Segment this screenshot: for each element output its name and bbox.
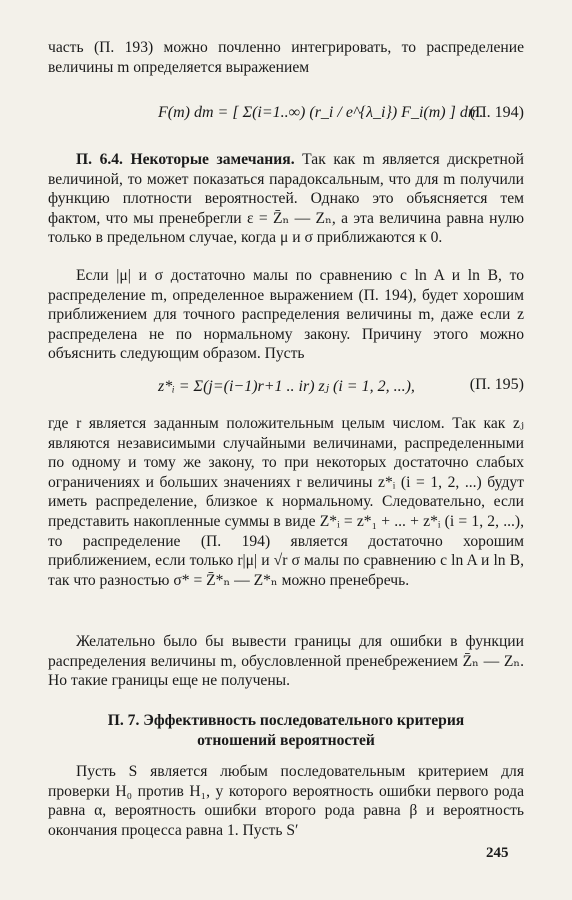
paragraph-2-part-1 — [48, 266, 524, 364]
top-paragraph-text: часть (П. 193) можно почленно интегрировать, то распределение величины m определяется выражением — [48, 39, 524, 76]
section-6-4-paragraph — [48, 150, 524, 248]
paragraph-3-text: Желательно было бы вывести границы для ошибки в функции распределения величины m, обусловленной пренебрежением Z̄ₙ — Zₙ. Но такие границы еще не получены. — [48, 633, 524, 690]
equation-p195-formula: z*ᵢ = Σ(j=(i−1)r+1 .. ir) zⱼ (i = 1, 2, ...), — [158, 378, 415, 395]
section-7-title-line-1: П. 7. Эффективность последовательного критерия — [107, 712, 465, 729]
paragraph-4 — [48, 762, 524, 840]
paragraph-2-part-2 — [48, 414, 524, 590]
section-6-4 — [48, 150, 524, 248]
equation-p194 — [48, 104, 524, 140]
equation-p195-number: (П. 195) — [469, 376, 524, 393]
paragraph-2-part-2-text: где r является заданным положительным целым числом. Так как zⱼ являются независимыми случайными величинами, распределенными по одному и тому же закону, то при некоторых достаточно слабых ограничениях и больших значениях r величины z*ᵢ (i = 1, 2, ...) будут иметь распределение, близкое к нормальному. Следовательно, если представить накопленные суммы в виде Z*ᵢ = z*₁ + ... + z*ᵢ (i = 1, 2, ...), то распределение (П. 194) является достаточно хорошим приближением, если только r|μ| и √r σ малы по сравнению с ln A и ln B, так что разностью σ* = Z̄*ₙ — Z*ₙ можно пренебречь. — [48, 415, 524, 589]
section-7-title-line-2: отношений вероятностей — [197, 732, 375, 749]
top-paragraph — [48, 38, 524, 77]
paragraph-3 — [48, 632, 524, 691]
page-number: 245 — [486, 845, 509, 861]
equation-p194-number: (П. 194) — [469, 104, 524, 121]
equation-p194-formula: F(m) dm = [ Σ(i=1..∞) (r_i / e^{λ_i}) F_i(m) ] dm. — [158, 104, 484, 121]
paragraph-4-text: Пусть S является любым последовательным критерием для проверки H₀ против H₁, у которого вероятность ошибки первого рода равна α, вероятность ошибки второго рода равна β и вероятность окончания процесса равна 1. Пусть S′ — [48, 763, 524, 839]
equation-p195 — [48, 376, 524, 406]
section-6-4-heading: П. 6.4. Некоторые замечания. — [76, 151, 295, 168]
section-6-4-text: Так как m является дискретной величиной, то может показаться парадоксальным, что для m получили функцию плотности вероятностей. Однако это объясняется тем фактом, что мы пренебрегли ε = Z̄ₙ — Zₙ, а эта величина равна нулю только в предельном случае, когда μ и σ приближаются к 0. — [48, 151, 524, 247]
paragraph-2-part-1-text: Если |μ| и σ достаточно малы по сравнению с ln A и ln B, то распределение m, определенное выражением (П. 194), будет хорошим приближением для точного распределения величины m, даже если z распределена не по нормальному закону. Причину этого можно объяснить следующим образом. Пусть — [48, 267, 524, 363]
